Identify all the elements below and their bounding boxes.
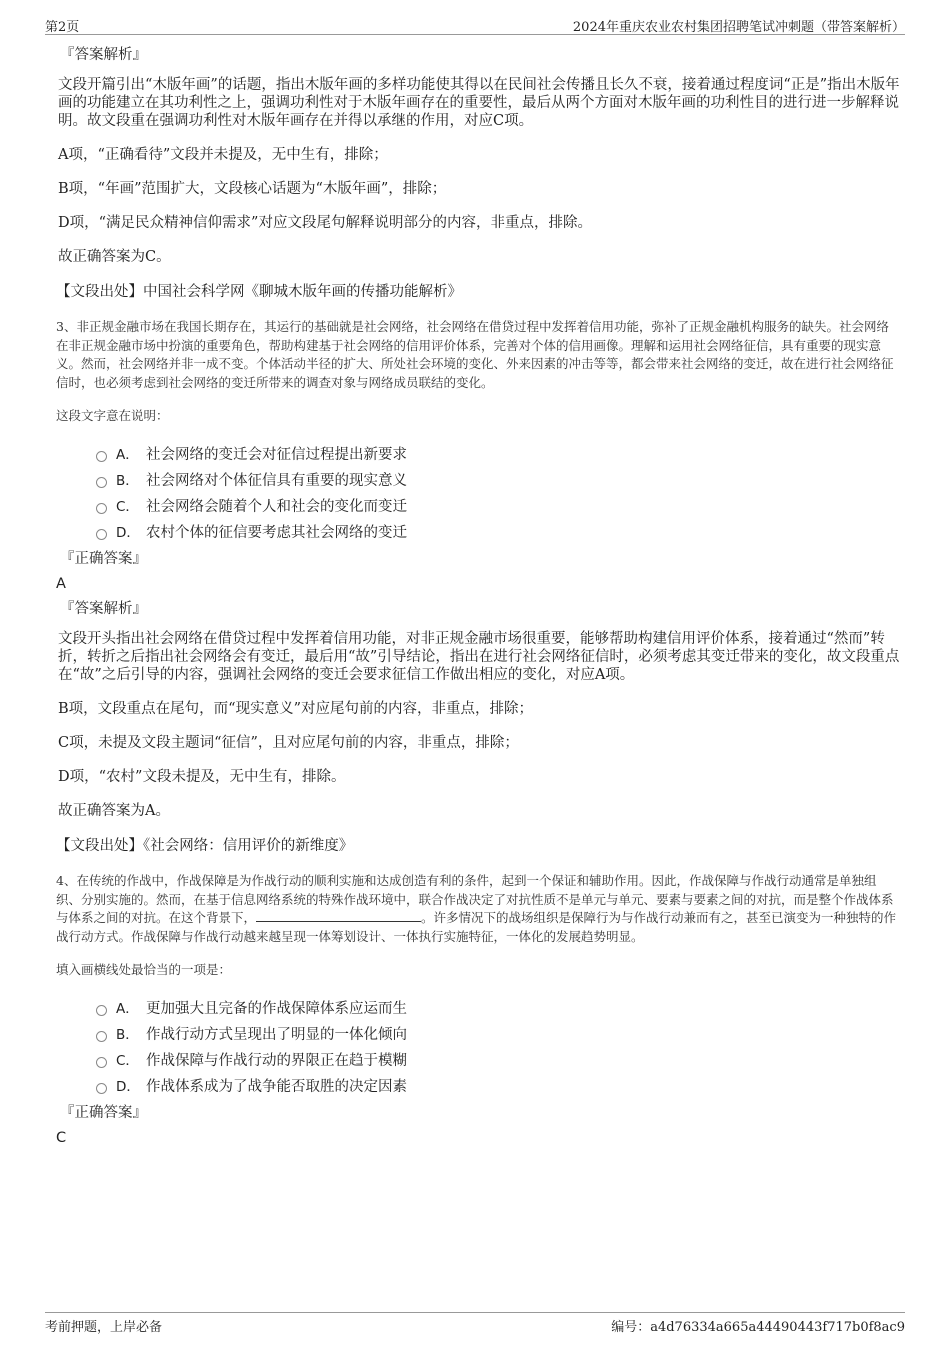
correct-answer: A xyxy=(56,576,66,592)
correct-answer-label: 『正确答案』 xyxy=(60,1105,147,1121)
radio-button-icon[interactable] xyxy=(96,503,107,514)
option-d[interactable] xyxy=(96,518,900,544)
option-letter: A． xyxy=(116,447,139,463)
option-a[interactable] xyxy=(96,440,900,466)
radio-button-icon[interactable] xyxy=(96,1083,107,1094)
option-b[interactable] xyxy=(96,466,900,492)
analysis-label: 『答案解析』 xyxy=(60,601,147,617)
analysis-paragraph: B项，“年画”范围扩大，文段核心话题为“木版年画”，排除； xyxy=(58,181,447,197)
option-list xyxy=(96,994,900,1098)
option-letter: C． xyxy=(116,499,139,515)
option-text: 作战行动方式呈现出了明显的一体化倾向 xyxy=(146,1026,407,1043)
source-citation: 【文段出处】中国社会科学网《聊城木版年画的传播功能解析》 xyxy=(56,284,462,300)
option-text: 农村个体的征信要考虑其社会网络的变迁 xyxy=(146,524,407,541)
option-d[interactable] xyxy=(96,1072,900,1098)
analysis-paragraph: 故正确答案为A。 xyxy=(58,803,170,819)
analysis-label: 『答案解析』 xyxy=(60,47,147,63)
radio-button-icon[interactable] xyxy=(96,477,107,488)
radio-button-icon[interactable] xyxy=(96,1005,107,1016)
option-letter: D． xyxy=(116,525,140,541)
option-text: 社会网络会随着个人和社会的变化而变迁 xyxy=(146,498,407,515)
option-b[interactable] xyxy=(96,1020,900,1046)
option-c[interactable] xyxy=(96,492,900,518)
option-letter: B． xyxy=(116,473,139,489)
page-number: 第2页 xyxy=(45,20,80,35)
fill-in-blank xyxy=(256,909,421,922)
question-stem-part: 4、在传统的作战中，作战保障是为作战行动的顺利实施和达成创造有利的条件，起到一个保证和辅助作用。因此，作战保障与作战行动通常是单独组织、分别实施的。然而，在基于信息网络系统的特殊作战环境中，联合作战决定了对抗性质不是单元与单元、要素与要素之间的对抗，而是整个作战体系与体系之间的对抗。在这个背景下， xyxy=(56,873,894,925)
page-footer xyxy=(45,1312,905,1335)
question-stem xyxy=(56,872,900,946)
analysis-paragraph: A项，“正确看待”文段并未提及，无中生有，排除； xyxy=(58,147,388,163)
analysis-paragraph: 故正确答案为C。 xyxy=(58,249,171,265)
question-prompt: 这段文字意在说明： xyxy=(56,408,169,423)
option-text: 社会网络对个体征信具有重要的现实意义 xyxy=(146,472,407,489)
radio-button-icon[interactable] xyxy=(96,451,107,462)
option-letter: C． xyxy=(116,1053,139,1069)
source-citation: 【文段出处】《社会网络：信用评价的新维度》 xyxy=(56,838,354,854)
question-stem: 3、非正规金融市场在我国长期存在，其运行的基础就是社会网络，社会网络在借贷过程中发挥着信用功能，弥补了正规金融机构服务的缺失。社会网络在非正规金融市场中扮演的重要角色，帮助构建基于社会网络的信用评价体系，完善对个体的信用画像。理解和运用社会网络征信，具有重要的现实意义。然而，社会网络并非一成不变。个体活动半径的扩大、所处社会环境的变化、外来因素的冲击等等，都会带来社会网络的变迁，故在进行社会网络征信时，也必须考虑到社会网络的变迁所带来的调查对象与网络成员联结的变化。 xyxy=(56,319,894,390)
document-title: 2024年重庆农业农村集团招聘笔试冲刺题（带答案解析） xyxy=(572,20,905,35)
analysis-paragraph: 文段开头指出社会网络在借贷过程中发挥着信用功能，对非正规金融市场很重要，能够帮助构建信用评价体系，接着通过“然而”转折，转折之后指出社会网络会有变迁，最后用“故”引导结论，指出在进行社会网络征信时，必须考虑其变迁带来的变化，故文段重点在“故”之后引导的内容，强调社会网络的变迁会要求征信工作做出相应的变化，对应A项。 xyxy=(58,631,900,683)
analysis-paragraph: D项，“满足民众精神信仰需求”对应文段尾句解释说明部分的内容，非重点，排除。 xyxy=(58,215,592,231)
option-a[interactable] xyxy=(96,994,900,1020)
footer-slogan: 考前押题，上岸必备 xyxy=(45,1320,163,1335)
option-c[interactable] xyxy=(96,1046,900,1072)
question-prompt: 填入画横线处最恰当的一项是： xyxy=(56,962,232,977)
option-letter: D． xyxy=(116,1079,140,1095)
question-stem-part: 。许多情况下的战场组织是保障行为与作战行动兼而有之，甚至已演变为一种独特的作战行动方式。作战保障与作战行动越来越呈现一体筹划设计、一体执行实施特征，一体化的发展趋势明显。 xyxy=(56,910,897,944)
option-letter: B． xyxy=(116,1027,139,1043)
option-letter: A． xyxy=(116,1001,139,1017)
option-list xyxy=(96,440,900,544)
page-header xyxy=(45,14,905,35)
radio-button-icon[interactable] xyxy=(96,1031,107,1042)
option-text: 作战体系成为了战争能否取胜的决定因素 xyxy=(146,1078,407,1095)
option-text: 作战保障与作战行动的界限正在趋于模糊 xyxy=(146,1052,407,1069)
main-content xyxy=(56,44,900,1152)
correct-answer: C xyxy=(56,1130,67,1146)
correct-answer-label: 『正确答案』 xyxy=(60,551,147,567)
option-text: 社会网络的变迁会对征信过程提出新要求 xyxy=(146,446,407,463)
analysis-paragraph: C项，未提及文段主题词“征信”，且对应尾句前的内容，非重点，排除； xyxy=(58,735,519,751)
document-code: 编号：a4d76334a665a44490443f717b0f8ac9 xyxy=(611,1320,905,1335)
radio-button-icon[interactable] xyxy=(96,1057,107,1068)
radio-button-icon[interactable] xyxy=(96,529,107,540)
analysis-paragraph: D项，“农村”文段未提及，无中生有，排除。 xyxy=(58,769,346,785)
analysis-paragraph: B项，文段重点在尾句，而“现实意义”对应尾句前的内容，非重点，排除； xyxy=(58,701,533,717)
analysis-paragraph: 文段开篇引出“木版年画”的话题，指出木版年画的多样功能使其得以在民间社会传播且长久不衰，接着通过程度词“正是”指出木版年画的功能建立在其功利性之上，强调功利性对于木版年画存在的重要性，最后从两个方面对木版年画的功利性目的进行进一步解释说明。故文段重在强调功利性对木版年画存在并得以承继的作用，对应C项。 xyxy=(58,77,900,129)
option-text: 更加强大且完备的作战保障体系应运而生 xyxy=(146,1000,407,1017)
